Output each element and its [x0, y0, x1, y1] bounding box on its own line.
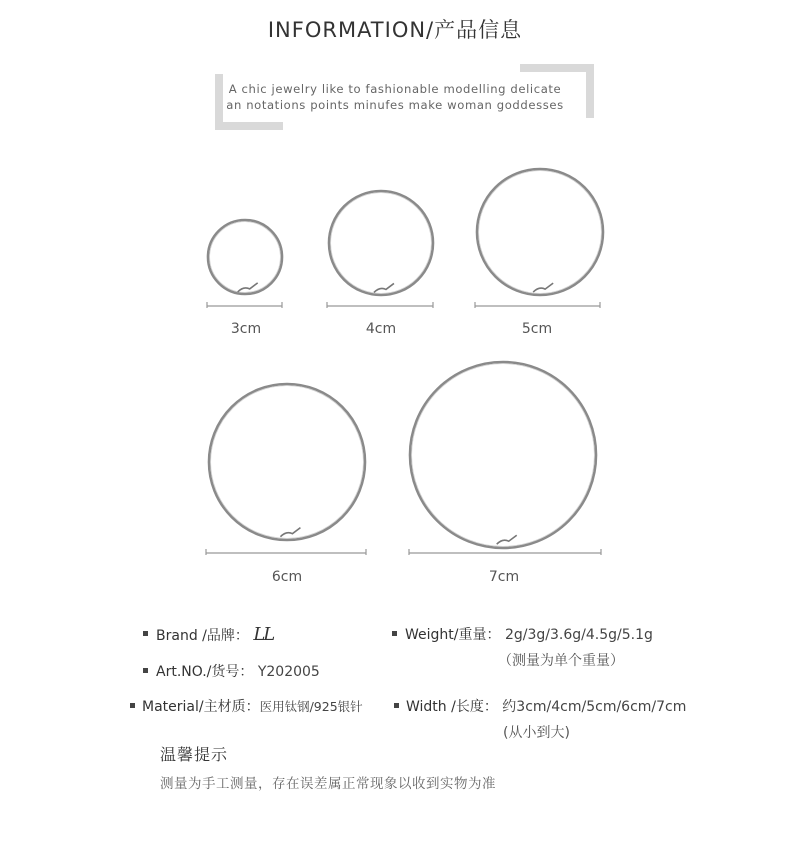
hoop-earring-3cm [208, 220, 282, 294]
material-spec [142, 696, 363, 716]
hoop-highlight-3cm [210, 222, 281, 293]
size-label-5cm: 5cm [521, 321, 553, 337]
tagline-line-2: an notations points minufes make woman goddesses [226, 98, 564, 112]
brand-spec [156, 624, 273, 645]
hoop-clasp-7cm [497, 535, 517, 544]
material-label: Material/主材质： [142, 699, 260, 715]
brand-label: Brand /品牌： [156, 628, 249, 644]
tips-title: 温馨提示 [160, 745, 229, 764]
hoop-earring-7cm [410, 362, 596, 548]
weight-label: Weight/重量： [405, 627, 501, 643]
size-label-4cm: 4cm [365, 321, 397, 337]
brand-logo: LL [253, 624, 274, 645]
width-value: 约3cm/4cm/5cm/6cm/7cm [502, 699, 687, 715]
weight-note: （测量为单个重量） [498, 653, 624, 669]
hoop-highlight-4cm [331, 193, 432, 294]
size-label-7cm: 7cm [488, 569, 520, 585]
art-number-spec [156, 661, 320, 681]
width-spec [406, 696, 686, 716]
bullet-icon [130, 703, 135, 708]
hoop-clasp-4cm [374, 283, 394, 292]
material-value: 医用钛钢/925银针 [259, 699, 363, 714]
hoop-clasp-3cm [238, 283, 258, 292]
tagline-line-1: A chic jewelry like to fashionable modelling delicate [228, 82, 562, 96]
width-label: Width /长度： [406, 699, 498, 715]
width-note: (从小到大) [503, 725, 570, 741]
hoop-earring-6cm [209, 384, 365, 540]
hoop-earring-4cm [329, 191, 433, 295]
bullet-icon [143, 668, 148, 673]
weight-spec [405, 624, 653, 644]
hoop-earring-5cm [477, 169, 603, 295]
size-label-3cm: 3cm [230, 321, 262, 337]
size-label-6cm: 6cm [271, 569, 303, 585]
hoop-highlight-7cm [412, 364, 595, 547]
hoop-clasp-5cm [533, 283, 553, 292]
hoop-highlight-6cm [211, 386, 364, 539]
hoop-clasp-6cm [280, 528, 300, 537]
tips-text: 测量为手工测量，存在误差属正常现象以收到实物为准 [160, 776, 496, 792]
page-title: INFORMATION/产品信息 [267, 18, 523, 42]
hoop-highlight-5cm [479, 171, 602, 294]
art-number-value: Y202005 [257, 664, 320, 680]
bullet-icon [394, 703, 399, 708]
weight-value: 2g/3g/3.6g/4.5g/5.1g [504, 627, 653, 643]
art-number-label: Art.NO./货号： [156, 664, 254, 680]
bullet-icon [143, 631, 148, 636]
bullet-icon [392, 631, 397, 636]
